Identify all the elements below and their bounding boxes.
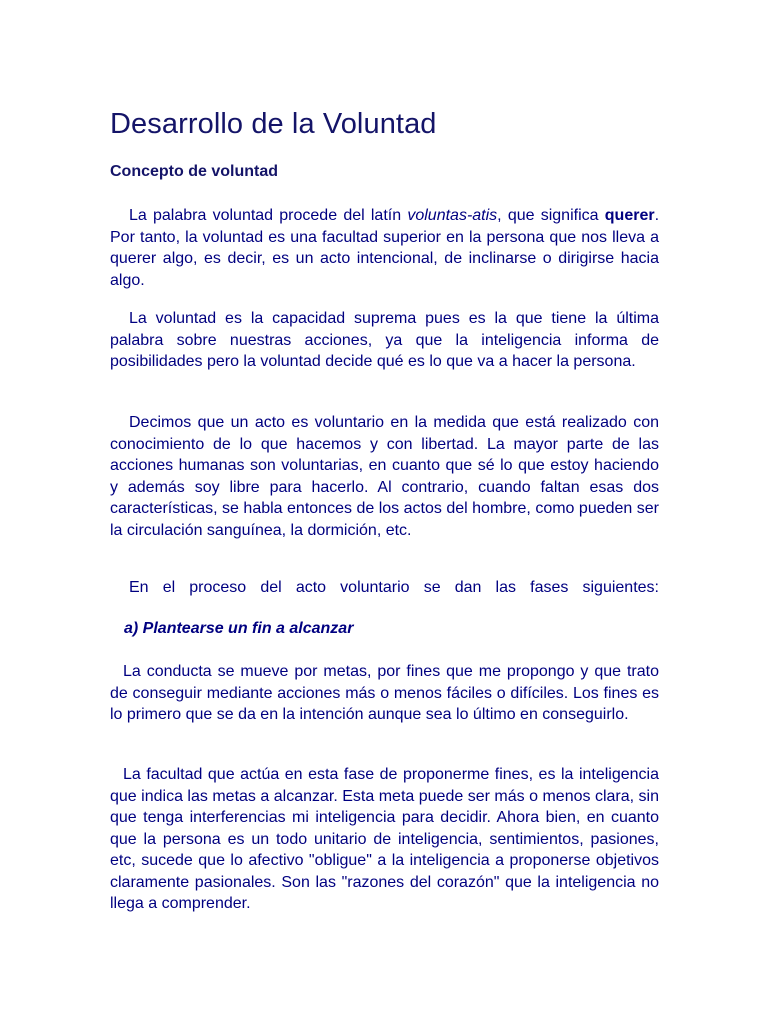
p5-text: La conducta se mueve por metas, por fines que me propongo y que trato de conseguir mediante acciones más o menos fáciles o difíciles. Los fines es lo primero que se da en la intención aunque sea lo último en conseguirlo. [110, 663, 659, 723]
paragraph-3 [110, 412, 659, 541]
paragraph-1 [110, 205, 659, 291]
paragraph-5 [110, 661, 659, 726]
p1-text-a: La palabra voluntad procede del latín [129, 207, 402, 224]
subheading: a) Plantearse un fin a alcanzar [124, 620, 354, 637]
paragraph-2 [110, 308, 659, 373]
p1-text-e: . Por tanto, la voluntad es una facultad superior en la persona que nos lleva a querer algo, es decir, es un acto intencional, de inclinarse o dirigirse hacia algo. [110, 207, 660, 289]
paragraph-4 [110, 577, 659, 599]
p1-bold-term: querer [604, 207, 655, 224]
section-heading: Concepto de voluntad [110, 163, 278, 180]
p1-latin-term: voluntas-atis [407, 207, 498, 224]
p3-text: Decimos que un acto es voluntario en la medida que está realizado con conocimiento de lo que hacemos y con libertad. La mayor parte de las acciones humanas son voluntarias, en cuanto que sé lo que estoy haciendo y además soy libre para hacerlo. Al contrario, cuando faltan esas dos características, se habla entonces de los actos del hombre, como pueden ser la circulación sanguínea, la dormición, etc. [110, 414, 659, 539]
p1-text-c: , que significa [497, 207, 599, 224]
p2-text: La voluntad es la capacidad suprema pues es la que tiene la última palabra sobre nuestras acciones, ya que la inteligencia informa de posibilidades pero la voluntad decide qué es lo que va a hacer la persona. [110, 310, 659, 370]
page-title: Desarrollo de la Voluntad [110, 108, 437, 140]
p6-text: La facultad que actúa en esta fase de proponerme fines, es la inteligencia que indica las metas a alcanzar. Esta meta puede ser más o menos clara, sin que tenga interferencias mi inteligencia para decidir. Ahora bien, en cuanto que la persona es un todo unitario de inteligencia, sentimientos, pasiones, etc, sucede que lo afectivo "obligue" a la inteligencia a proponerse objetivos claramente pasionales. Son las "razones del corazón" que la inteligencia no llega a comprender. [110, 766, 659, 912]
paragraph-6 [110, 764, 659, 915]
p4-text: En el proceso del acto voluntario se dan las fases siguientes: [129, 579, 659, 596]
